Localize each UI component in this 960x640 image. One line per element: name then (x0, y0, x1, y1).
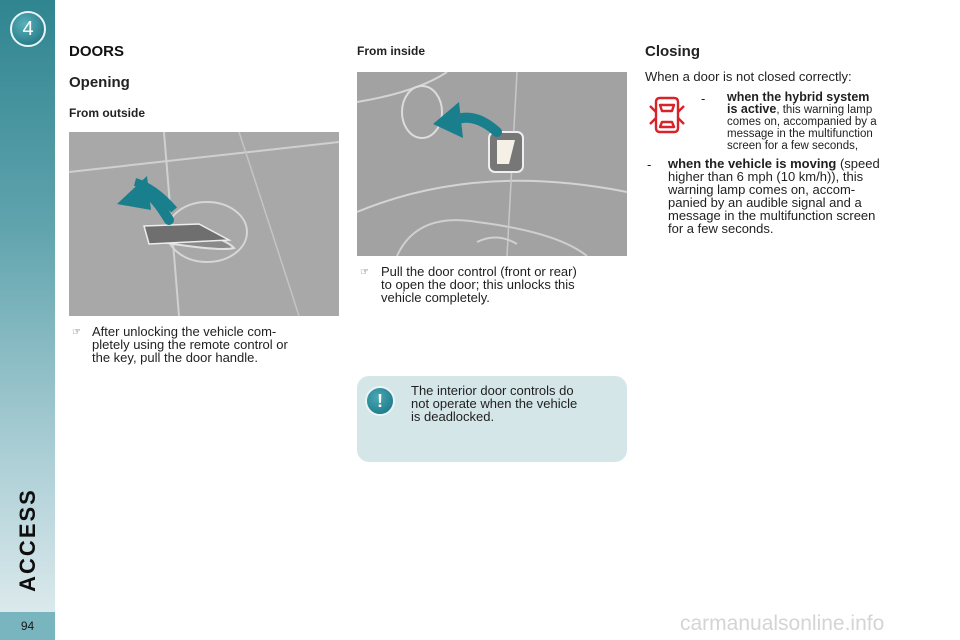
door-open-warning-icon (648, 92, 686, 136)
deadlock-note (357, 376, 627, 462)
text-line: message in the multifunction (727, 128, 873, 140)
moving-warning-item (668, 157, 914, 235)
closing-intro: When a door is not closed correctly: (645, 69, 852, 84)
text-line: the key, pull the door handle. (92, 350, 258, 365)
bullet-pointer-icon: ☞ (72, 327, 81, 338)
page-title: DOORS (69, 43, 125, 60)
text-line: Pull the door control (front or rear) (381, 264, 577, 279)
list-dash: - (701, 91, 706, 106)
text-line: for a few seconds. (668, 221, 774, 236)
text-line: pletely using the remote control or (92, 337, 288, 352)
bullet-pointer-icon: ☞ (360, 267, 369, 278)
chapter-sidebar (0, 0, 55, 640)
outside-door-handle-photo (69, 132, 339, 316)
text-bold: when the vehicle is moving (668, 156, 837, 171)
text-line: comes on, accompanied by a (727, 116, 877, 128)
text-bold: is active (727, 102, 777, 116)
inside-door-control-photo (357, 72, 627, 256)
text-line: not operate when the vehicle (411, 396, 578, 411)
watermark: carmanualsonline.info (680, 612, 885, 635)
chapter-title: ACCESS (15, 488, 40, 592)
text-line: The interior door controls do (411, 383, 574, 398)
text-line: higher than 6 mph (10 km/h)), this (668, 169, 864, 184)
hybrid-warning-item (727, 91, 914, 152)
page-number: 94 (0, 612, 55, 640)
text-line: to open the door; this unlocks this (381, 277, 575, 292)
text-span: (speed (836, 156, 880, 171)
text-line: After unlocking the vehicle com- (92, 324, 277, 339)
outside-instruction (92, 325, 338, 364)
text-line: message in the multifunction screen (668, 208, 876, 223)
note-text (411, 384, 617, 423)
text-line: is deadlocked. (411, 409, 495, 424)
chapter-number-badge: 4 (10, 11, 46, 47)
text-bold: when the hybrid system (727, 90, 870, 104)
text-span: , this warning lamp (776, 104, 873, 116)
text-line: vehicle completely. (381, 290, 490, 305)
text-line: panied by an audible signal and a (668, 195, 862, 210)
text-line: screen for a few seconds, (727, 140, 859, 152)
section-closing: Closing (645, 43, 700, 60)
exclamation-icon: ! (365, 386, 395, 416)
section-opening: Opening (69, 74, 130, 91)
subsection-from-inside: From inside (357, 44, 426, 58)
text-line: warning lamp comes on, accom- (668, 182, 856, 197)
list-dash: - (647, 157, 652, 172)
subsection-from-outside: From outside (69, 106, 146, 120)
inside-instruction (381, 265, 626, 304)
